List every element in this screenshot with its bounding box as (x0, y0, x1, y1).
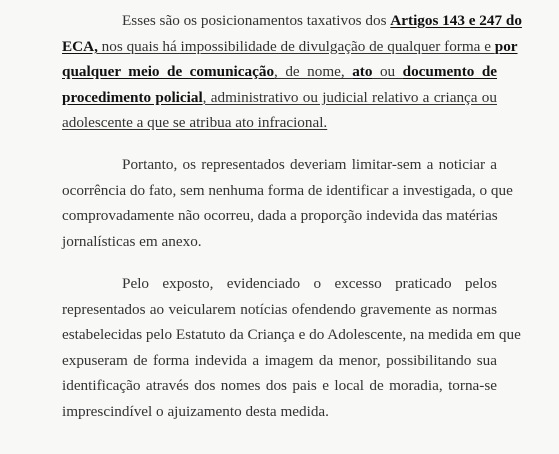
underlined-text: nos quais há impossibilidade de divulgação de qualquer forma e (97, 37, 495, 55)
text-line: Portanto, os representados deveriam limitar-sem a noticiar a (122, 156, 497, 173)
emphasis-ato: ato (352, 63, 373, 81)
underlined-text: ou (372, 63, 403, 81)
paragraph-eca-articles (62, 8, 522, 136)
text-line: jornalísticas em anexo. (62, 232, 202, 250)
text-line: estabelecidas pelo Estatuto da Criança e do Adolescente, na medida em que (62, 326, 521, 344)
text-line: representados ao veicularem notícias ofendendo gravemente as normas (62, 300, 497, 318)
text-line: identificação através dos nomes dos pais e local de moradia, torna-se (62, 377, 497, 395)
text-line: Pelo exposto, evidenciado o excesso praticado pelos (122, 275, 497, 292)
emphasis-articles: Artigos 143 e 247 do (390, 12, 522, 29)
emphasis-eca: ECA, (62, 37, 98, 55)
text-line (62, 85, 497, 111)
underlined-text: , administrativo ou judicial relativo a criança ou (202, 88, 497, 106)
text-span: Esses são os posicionamentos taxativos dos (122, 12, 391, 29)
underlined-text: , de nome, (274, 63, 353, 81)
text-line (62, 59, 497, 85)
paragraph-pelo-exposto (62, 271, 521, 425)
underlined-text: adolescente a que se atribua ato infracional. (62, 114, 328, 132)
text-line: expuseram de forma indevida a imagem da menor, possibilitando sua (62, 351, 497, 369)
emphasis-por: por (494, 37, 518, 55)
text-line: ocorrência do fato, sem nenhuma forma de identificar a investigada, o que (62, 181, 513, 199)
emphasis-communication: qualquer meio de comunicação (62, 63, 275, 81)
emphasis-procedimento: procedimento policial (62, 88, 203, 106)
text-line: comprovadamente não ocorreu, dada a proporção indevida das matérias (62, 207, 498, 225)
text-line (62, 110, 497, 136)
text-line (62, 8, 522, 34)
emphasis-documento: documento de (402, 63, 498, 81)
paragraph-portanto (62, 152, 513, 254)
text-line (62, 34, 518, 60)
text-line: imprescindível o ajuizamento desta medida. (62, 402, 329, 420)
